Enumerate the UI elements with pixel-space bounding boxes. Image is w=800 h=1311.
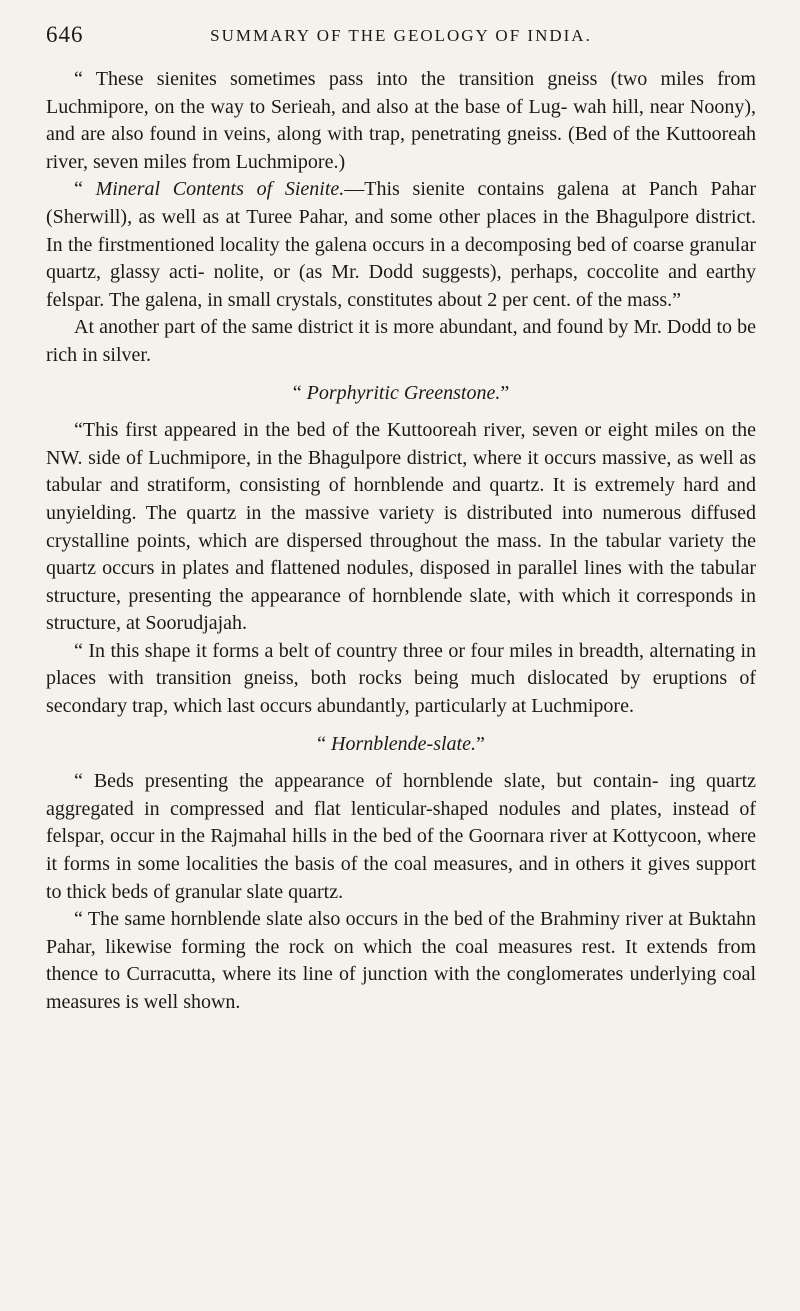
paragraph-belt-of-country: “ In this shape it forms a belt of country three or four miles in breadth, alternating in places with transition gneiss, both rocks being much dislocated by eruptions of secondary trap, which last occurs abundantly, particularly at Luchmipore. (46, 639, 756, 718)
page-body (46, 66, 756, 1017)
heading-text: Porphyritic Greenstone. (306, 381, 501, 404)
quote-mark: “ (317, 732, 331, 755)
section-subtitle-mineral-contents: Mineral Contents of Sienite. (95, 178, 345, 201)
page-header (46, 22, 756, 52)
quote-mark: ” (500, 381, 510, 404)
paragraph-greenstone-description: “This first appeared in the bed of the Kuttooreah river, seven or eight miles on the NW. side of Luchmipore, in the Bhagulpore district, where it occurs massive, as well as tabular and stratiform, consisting of hornblende and quartz. It is extremely hard and unyielding. The quartz in the massive variety is distributed into numerous diffused crystalline points, which are dispersed throughout the mass. In the tabular variety the quartz occurs in plates and flattened nodules, disposed in parallel lines with the tabular structure, presenting the appearance of hornblende slate, with which it corresponds in structure, at Soorudjajah. (46, 419, 756, 635)
paragraph-text: —This sienite contains galena at Panch Pahar (Sherwill), as well as at Turee Pahar, and some other places in the Bhagulpore district. In the firstmentioned locality the galena occurs in a decomposing bed of coarse granular quartz, glassy acti- nolite, or (as Mr. Dodd suggests), perhaps, coccolite and earthy felspar. The galena, in small crystals, constitutes about 2 per cent. of the mass.” (46, 178, 756, 311)
paragraph-sienite-transition: “ These sienites sometimes pass into the transition gneiss (two miles from Luchmipore, on the way to Serieah, and also at the base of Lug- wah hill, near Noony), and are also found in veins, along with trap, penetrating gneiss. (Bed of the Kuttooreah river, seven miles from Luchmipore.) (46, 68, 756, 173)
section-heading-hornblende-slate (46, 731, 756, 759)
paragraph-silver: At another part of the same district it is more abundant, and found by Mr. Dodd to be rich in silver. (46, 316, 756, 366)
page-number: 646 (46, 22, 84, 47)
running-title: SUMMARY OF THE GEOLOGY OF INDIA. (210, 26, 592, 45)
paragraph-mineral-contents (46, 176, 756, 314)
quote-mark: “ (292, 381, 307, 404)
paragraph-brahminy-river: “ The same hornblende slate also occurs in the bed of the Brahminy river at Buktahn Pahar, likewise forming the rock on which the coal measures rest. It extends from thence to Curracutta, where its line of junction with the conglomerates underlying coal measures is well shown. (46, 908, 756, 1013)
paragraph-hornblende-beds: “ Beds presenting the appearance of hornblende slate, but contain- ing quartz aggregated in compressed and flat lenticular-shaped nodules and plates, instead of felspar, occur in the Rajmahal hills in the bed of the Goornara river at Kottycoon, where it forms in some localities the basis of the coal measures, and in others it gives support to thick beds of granular slate quartz. (46, 770, 756, 903)
section-heading-porphyritic-greenstone (46, 380, 756, 408)
heading-text: Hornblende-slate. (331, 732, 476, 755)
quote-mark: ” (475, 732, 485, 755)
quote-mark: “ (74, 178, 96, 201)
